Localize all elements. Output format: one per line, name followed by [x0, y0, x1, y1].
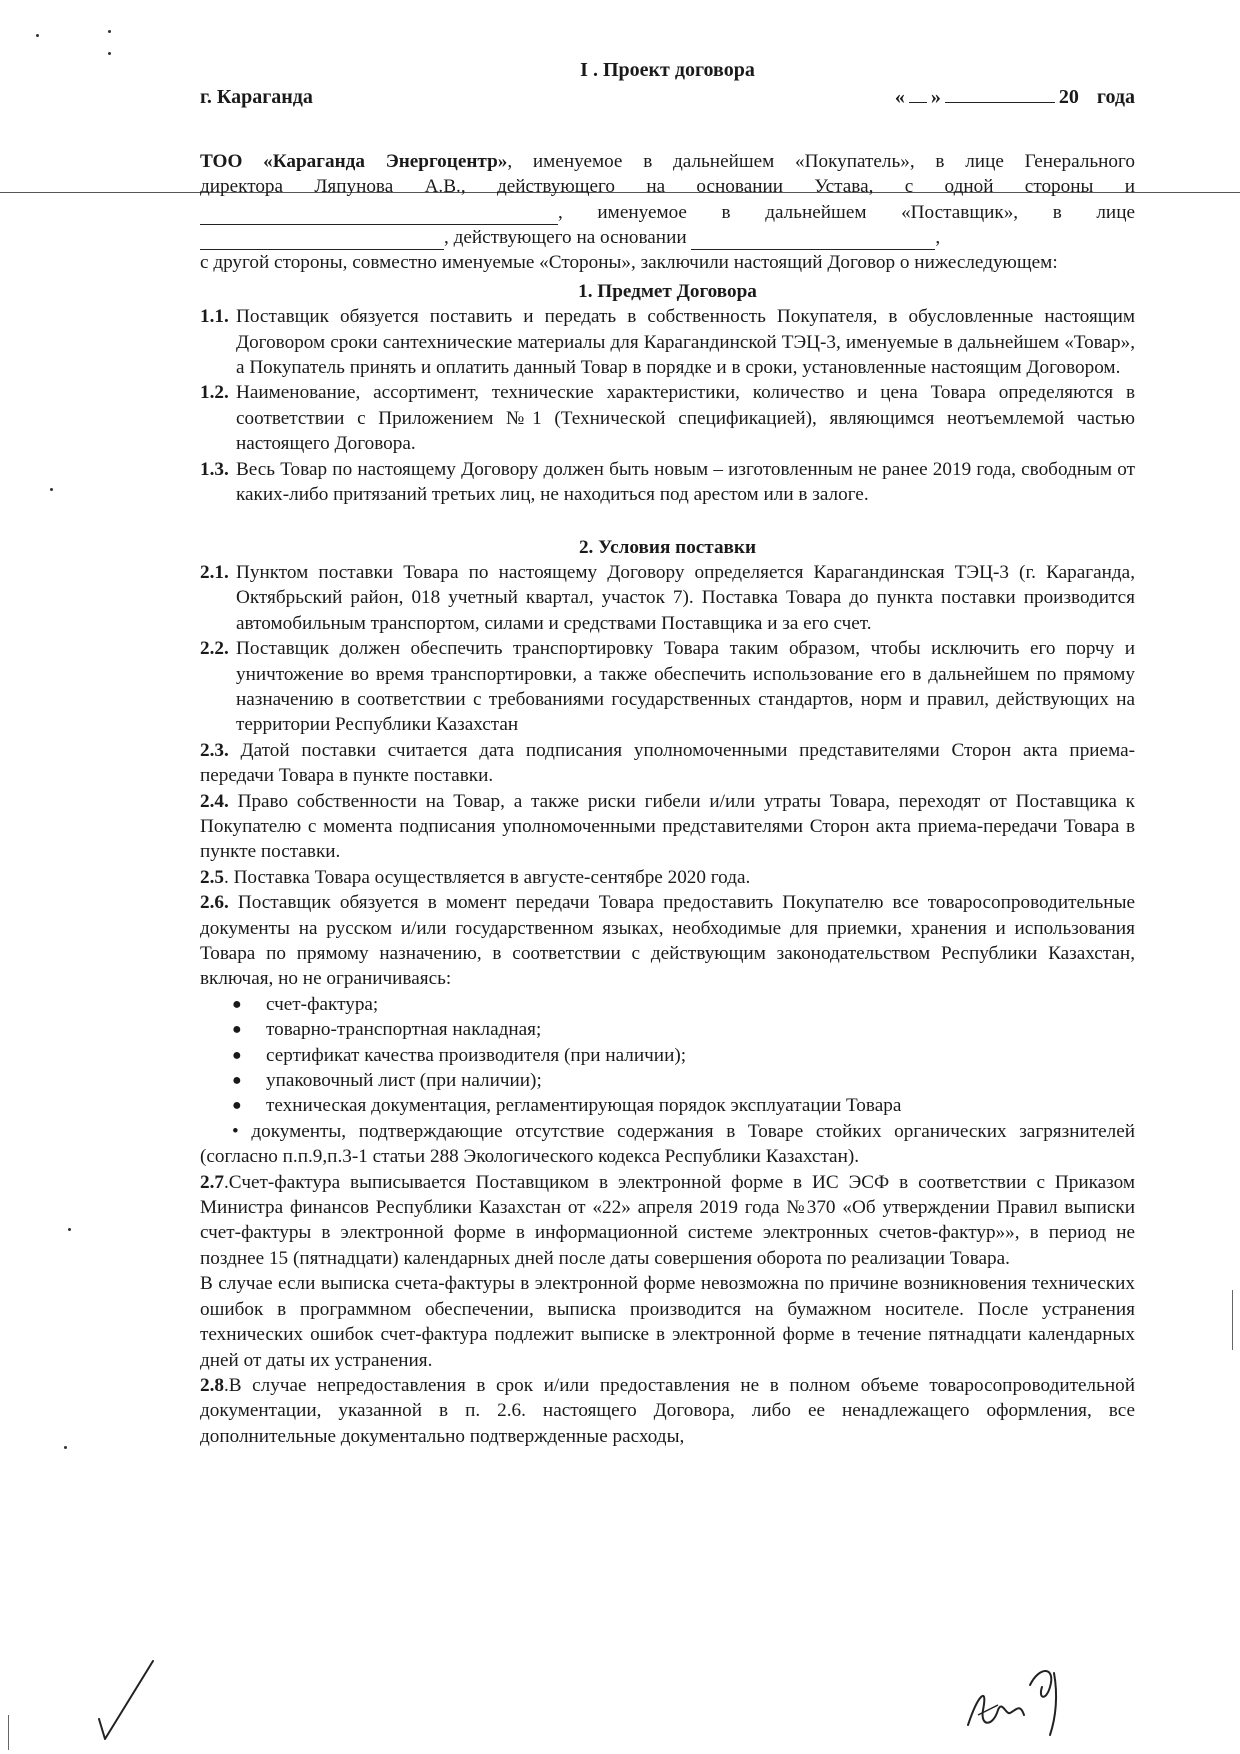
clause-text: . Поставка Товара осуществляется в августе-сентябре 2020 года. — [223, 866, 751, 888]
preamble-line5: с другой стороны, совместно именуемые «Стороны», заключили настоящий Договор о нижеследующем: — [200, 252, 1058, 274]
clause-1-3 — [200, 457, 1135, 508]
section-2-heading: 2. Условия поставки — [578, 536, 757, 558]
bullet-icon: ● — [232, 1046, 242, 1064]
preamble-text: , действующего на основании — [444, 227, 687, 249]
clause-number: 2.6. — [200, 892, 229, 914]
clause-number: 2.7 — [200, 1171, 224, 1193]
clause-text: Поставщик обязуется поставить и передать в собственность Покупателя, в обусловленные настоящим Договором сроки сантехнические материалы для Карагандинской ТЭЦ-3, именуемые в дальнейшем «Товар», а Покупатель принять и оплатить данный Товар в порядке и в сроки, установленные настоящим Договором. — [236, 306, 1135, 379]
clause-text: Весь Товар по настоящему Договору должен быть новым – изготовленным не ранее 2019 года, свободным от каких-либо притязаний третьих лиц, не находиться под арестом или в залоге. — [236, 458, 1135, 506]
bullet-icon: ● — [232, 1097, 242, 1115]
quote-close: » — [930, 86, 941, 109]
preamble-line4 — [200, 225, 1135, 250]
preamble-line1 — [200, 149, 1135, 174]
clause-2-7 — [200, 1170, 1135, 1272]
year-suffix: года — [1096, 86, 1135, 109]
clause-2-3 — [200, 738, 1135, 789]
handwritten-mark-left — [95, 1655, 165, 1745]
preamble-line3 — [200, 200, 1135, 225]
list-item-text: сертификат качества производителя (при наличии); — [266, 1044, 687, 1066]
clause-text: .В случае непредоставления в срок и/или предоставления не в полном объеме товаросопроводительной документации, указанной в п. 2.6. настоящего Договора, либо ее ненадлежащего оформления, все дополнительные документально подтвержденные расходы, — [200, 1374, 1135, 1447]
preamble-text: , именуемое в дальнейшем «Покупатель», в лице Генерального — [507, 150, 1135, 172]
list-item-last: • документы, подтверждающие отсутствие содержания в Товаре стойких органических загрязнителей (согласно п.п.9,п.3-1 статьи 288 Экологического кодекса Республики Казахстан). — [200, 1120, 1135, 1168]
preamble-line2: директора Ляпунова А.В., действующего на основании Устава, с одной стороны и — [200, 176, 1135, 198]
city: г. Караганда — [200, 86, 313, 109]
scan-mark-left — [8, 1715, 9, 1750]
list-item — [200, 1068, 1135, 1093]
list-item — [200, 1017, 1135, 1042]
list-item-text: техническая документация, регламентирующая порядок эксплуатации Товара — [266, 1095, 902, 1117]
representative-blank — [200, 231, 444, 250]
scan-dot — [108, 52, 111, 55]
clause-2-7-continued: В случае если выписка счета-фактуры в электронной форме невозможна по причине возникновения технических ошибок в программном обеспечении, выписка производится на бумажном носителе. После устранения технических ошибок счет-фактура подлежит выписке в электронной форме в течение пятнадцати календарных дней от даты их устранения. — [200, 1273, 1135, 1371]
clause-2-2 — [200, 636, 1135, 738]
clause-text: Право собственности на Товар, а также риски гибели и/или утраты Товара, переходят от Поставщика к Покупателю с момента подписания уполномоченными представителями Сторон акта приема-передачи Товара в пункте поставки. — [200, 790, 1135, 863]
clause-number: 2.4. — [200, 790, 229, 812]
bullet-icon: ● — [232, 1021, 242, 1039]
clause-number: 2.1. — [200, 561, 229, 583]
year-prefix: 20 — [1058, 86, 1079, 109]
clause-text: .Счет-фактура выписывается Поставщиком в электронной форме в ИС ЭСФ в соответствии с Приказом Министра финансов Республики Казахстан от «22» апреля 2019 года №370 «Об утверждении Правил выписки счет-фактуры в электронной форме в информационной системе электронных счетов-фактур»», в период не позднее 15 (пятнадцати) календарных дней после даты совершения оборота по реализации Товара. — [200, 1171, 1135, 1269]
clause-text: Поставщик обязуется в момент передачи Товара предоставить Покупателю все товаросопроводительные документы на русском и/или государственном языках, необходимые для приемки, хранения и использования Товара по прямому назначению, в соответствии с действующим законодательством Республики Казахстан, включая, но не ограничиваясь: — [200, 892, 1135, 990]
document-title: I . Проект договора — [580, 59, 755, 81]
list-item-text: товарно-транспортная накладная; — [266, 1019, 542, 1041]
list-item-text: счет-фактура; — [266, 993, 379, 1015]
contract-body — [200, 58, 1135, 1449]
scan-dot — [36, 34, 39, 37]
clause-1-1 — [200, 304, 1135, 380]
date-line — [895, 85, 1135, 110]
clause-number: 1.1. — [200, 306, 229, 328]
scan-mark-right — [1232, 1290, 1233, 1350]
day-blank — [909, 85, 927, 103]
quote-open: « — [894, 86, 905, 109]
clause-number: 2.5 — [200, 866, 224, 888]
clause-2-8 — [200, 1373, 1135, 1449]
clause-number: 2.8 — [200, 1374, 224, 1396]
list-item — [200, 1043, 1135, 1068]
clause-text: Поставщик должен обеспечить транспортировку Товара таким образом, чтобы исключить его порчу и уничтожение во время транспортировки, а также обеспечить использование его в дальнейшем по прямому назначению в соответствии с требованиями государственных стандартов, норм и правил, действующих на территории Республики Казахстан — [236, 638, 1135, 736]
signature-mark — [958, 1655, 1088, 1740]
list-item-text: упаковочный лист (при наличии); — [266, 1070, 542, 1092]
scan-dot — [50, 488, 53, 491]
clause-2-6 — [200, 890, 1135, 992]
list-item — [200, 992, 1135, 1017]
preamble-text: , именуемое в дальнейшем «Поставщик», в лице — [558, 201, 1135, 223]
clause-1-2 — [200, 380, 1135, 456]
list-item — [200, 1093, 1135, 1118]
clause-text: Датой поставки считается дата подписания уполномоченными представителями Сторон акта приема-передачи Товара в пункте поставки. — [200, 739, 1135, 787]
clause-text: Наименование, ассортимент, технические характеристики, количество и цена Товара определяются в соответствии с Приложением №1 (Технической спецификацией), являющимся неотъемлемой частью настоящего Договора. — [236, 382, 1135, 455]
scan-dot — [108, 30, 111, 33]
clause-number: 2.2. — [200, 638, 229, 660]
bullet-icon: ● — [232, 1072, 242, 1090]
clause-2-4 — [200, 789, 1135, 865]
clause-2-5 — [200, 865, 1135, 890]
basis-blank — [691, 231, 935, 250]
clause-text: Пунктом поставки Товара по настоящему Договору определяется Карагандинская ТЭЦ-3 (г. Караганда, Октябрьский район, 018 учетный квартал, участок 7). Поставка Товара до пункта поставки производится автомобильным транспортом, силами и средствами Поставщика и за его счет. — [236, 561, 1135, 634]
header-row — [200, 85, 1135, 110]
preamble-text: , — [935, 227, 941, 249]
clause-number: 2.3. — [200, 739, 229, 761]
clause-2-1 — [200, 560, 1135, 636]
clause-number: 1.3. — [200, 458, 229, 480]
bullet-icon: ● — [232, 995, 242, 1013]
month-blank — [945, 85, 1055, 103]
section-1-heading: 1. Предмет Договора — [578, 280, 757, 302]
supplier-blank — [200, 206, 558, 225]
buyer-name: ТОО «Караганда Энергоцентр» — [200, 150, 508, 172]
clause-number: 1.2. — [200, 382, 229, 404]
scan-dot — [68, 1228, 71, 1231]
scan-dot — [64, 1446, 67, 1449]
